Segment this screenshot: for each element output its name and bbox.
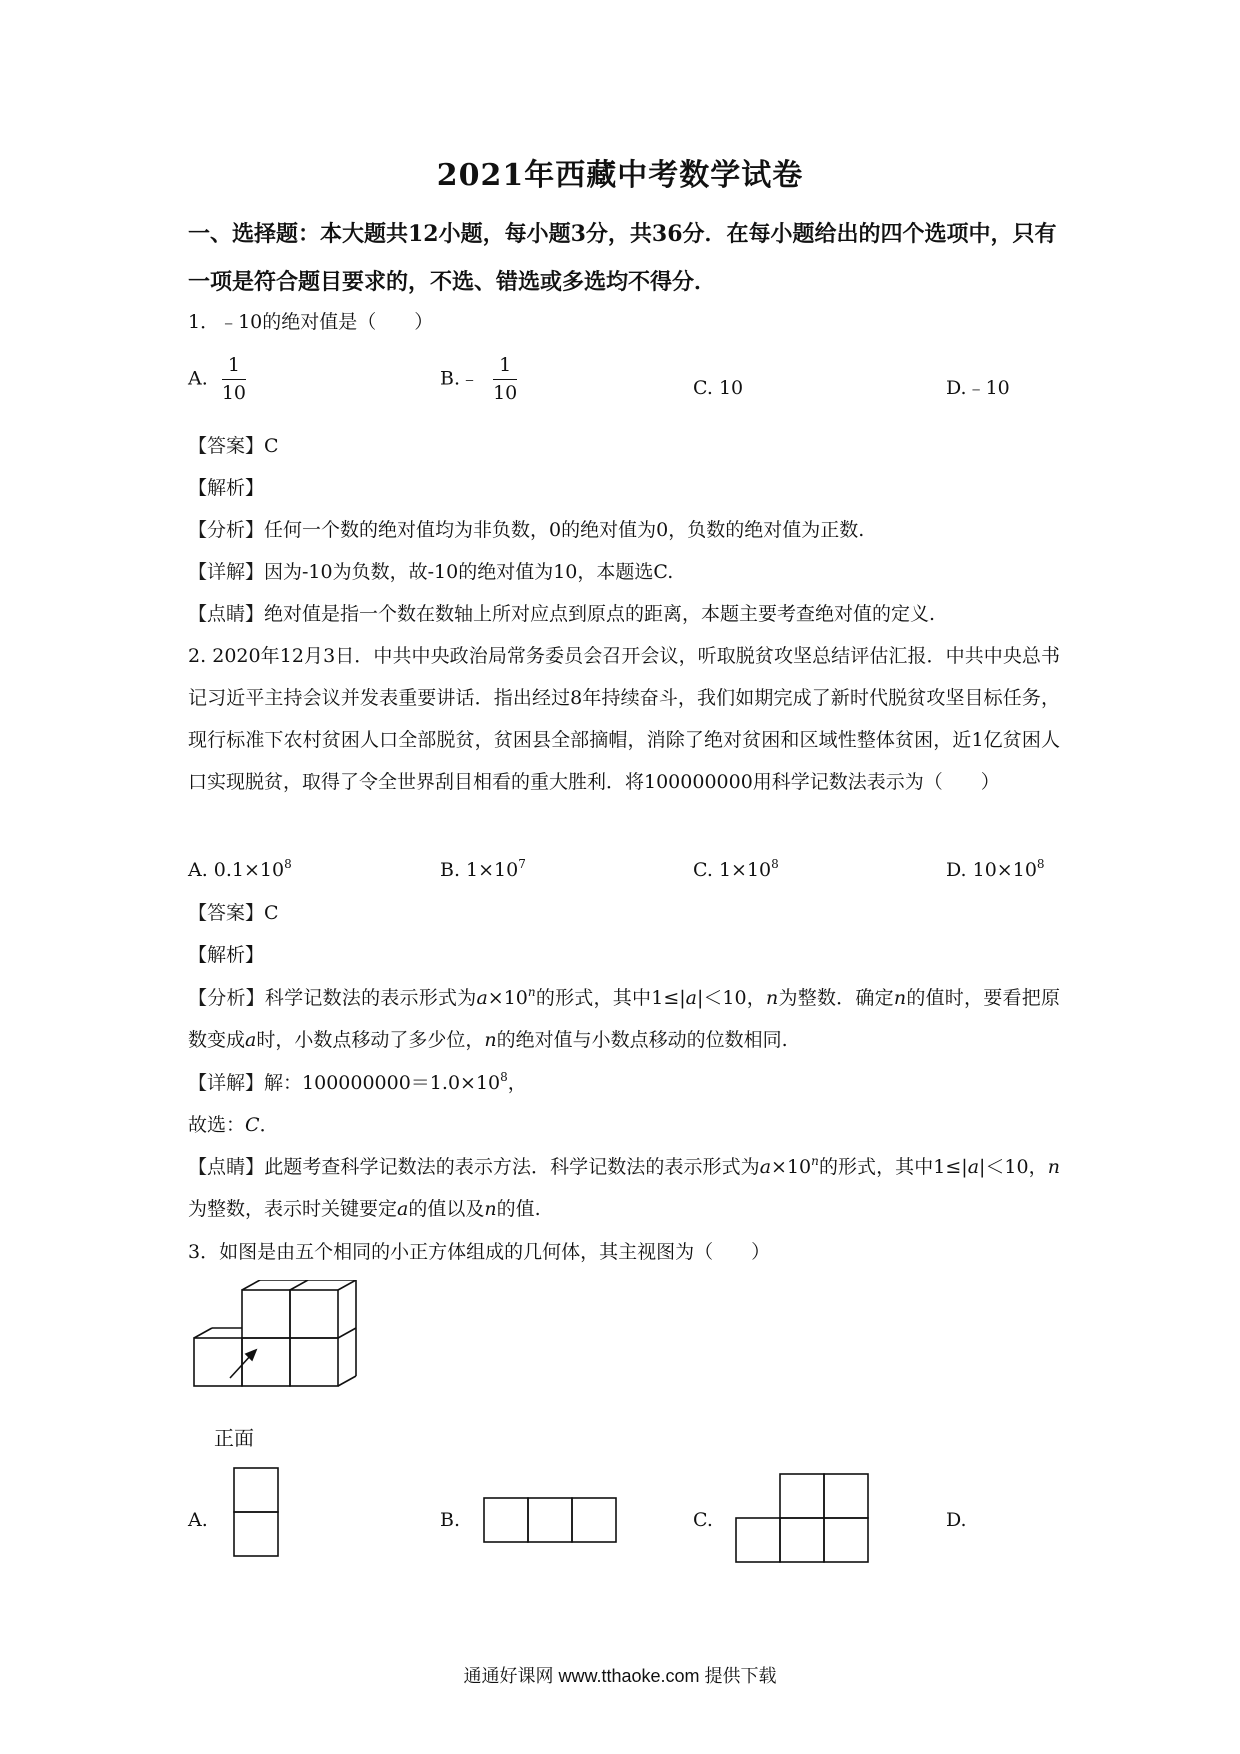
comment-label: 【点睛】 — [188, 1156, 265, 1178]
comment-text: 的值以及 — [408, 1198, 485, 1220]
q3-stem: 3．如图是由五个相同的小正方体组成的几何体，其主视图为（ ） — [188, 1241, 771, 1263]
q3-option-c-figure[interactable] — [734, 1472, 872, 1564]
q1-stem: 1．﹣10的绝对值是（ ） — [188, 311, 434, 333]
q2-option-c[interactable] — [693, 856, 779, 884]
detail-label: 【详解】 — [188, 1072, 265, 1094]
answer-value: C — [264, 902, 279, 924]
q3-option-b-figure[interactable] — [482, 1496, 620, 1544]
fenxi-text: 的形式，其中1≤| — [535, 987, 686, 1009]
page-title: 2021年西藏中考数学试卷 — [436, 158, 804, 193]
q2-analysis-label: 【解析】 — [188, 944, 265, 966]
q2-option-d-text: D. 10×10 — [946, 859, 1037, 881]
fenxi-text: 时，小数点移动了多少位， — [256, 1029, 485, 1051]
q1-fenxi — [188, 516, 1068, 544]
q1-comment — [188, 600, 1068, 628]
q2-option-b-text: B. 1×10 — [440, 859, 519, 881]
fenxi-text: 任何一个数的绝对值均为非负数，0的绝对值为0，负数的绝对值为正数. — [264, 519, 865, 541]
q1-option-b[interactable] — [440, 356, 517, 403]
var-a: a — [685, 987, 697, 1009]
q1-analysis-label: 【解析】 — [188, 477, 265, 499]
q2-stem: 2. 2020年12月3日．中共中央政治局常务委员会召开会议，听取脱贫攻坚总结评估汇报．中共中央总书记习近平主持会议并发表重要讲话．指出经过8年持续奋斗，我们如期完成了新时代脱贫攻坚目标任务，现行标准下农村贫困人口全部脱贫，贫困县全部摘帽，消除了绝对贫困和区域性整体贫困，近1亿贫困人口实现脱贫，取得了令全世界刮目相看的重大胜利．将100000000用科学记数法表示为（ ） — [188, 645, 1060, 793]
comment-text: |＜10， — [979, 1156, 1048, 1178]
choose-answer: C — [245, 1114, 260, 1136]
exponent-n: n — [811, 1154, 819, 1168]
fraction-denominator: 10 — [221, 382, 246, 404]
var-n: n — [484, 1198, 497, 1220]
q2-option-b[interactable] — [440, 856, 526, 884]
comment-text: ×10 — [771, 1156, 812, 1178]
q3-option-b[interactable]: B. — [440, 1509, 461, 1531]
fenxi-label: 【分析】 — [188, 987, 265, 1009]
front-face-label: 正面 — [214, 1426, 254, 1450]
comment-text: 的形式，其中1≤| — [818, 1156, 968, 1178]
fenxi-label: 【分析】 — [188, 519, 265, 541]
q2-choose — [188, 1111, 1068, 1139]
detail-text: ， — [507, 1072, 527, 1094]
q2-answer — [188, 899, 1068, 927]
fenxi-text: 科学记数法的表示形式为 — [264, 987, 477, 1009]
q1-option-d[interactable]: D.﹣10 — [946, 377, 1010, 399]
var-a: a — [245, 1029, 257, 1051]
cube-figure — [190, 1280, 370, 1390]
fraction-denominator: 10 — [493, 382, 518, 404]
var-n: n — [766, 987, 779, 1009]
q2-option-a[interactable] — [188, 856, 292, 884]
detail-text: 解：100000000＝1.0×10 — [264, 1072, 501, 1094]
q1-detail — [188, 558, 1068, 586]
exponent: 8 — [771, 857, 779, 871]
var-a: a — [397, 1198, 409, 1220]
comment-label: 【点睛】 — [188, 603, 265, 625]
q3-option-d[interactable]: D. — [946, 1509, 967, 1531]
q1-option-a-label: A. — [188, 367, 208, 390]
page-footer: 通通好课网 www.tthaoke.com 提供下载 — [463, 1666, 777, 1686]
comment-text: 此题考查科学记数法的表示方法．科学记数法的表示形式为 — [264, 1156, 760, 1178]
exponent: 8 — [500, 1070, 508, 1084]
choose-text: 故选： — [188, 1114, 246, 1136]
fraction-numerator: 1 — [222, 356, 246, 380]
q1-option-a[interactable] — [188, 356, 246, 403]
detail-text: 因为-10为负数，故-10的绝对值为10，本题选C. — [264, 561, 674, 583]
fenxi-text: 的绝对值与小数点移动的位数相同. — [496, 1029, 788, 1051]
exponent-n: n — [527, 985, 536, 999]
comment-text: 绝对值是指一个数在数轴上所对应点到原点的距离，本题主要考查绝对值的定义. — [264, 603, 936, 625]
section-heading: 一、选择题：本大题共12小题，每小题3分，共36分．在每小题给出的四个选项中，只有一项是符合题目要求的，不选、错选或多选均不得分． — [188, 221, 1057, 295]
q1-option-a-fraction — [222, 356, 246, 403]
choose-text: ． — [259, 1114, 279, 1136]
var-n: n — [893, 987, 907, 1009]
fenxi-text: |＜10， — [696, 987, 767, 1009]
answer-value: C — [264, 435, 279, 457]
fraction-numerator: 1 — [493, 356, 517, 380]
fenxi-text: ×10 — [487, 987, 528, 1009]
q3-option-a-figure[interactable] — [232, 1466, 280, 1558]
fenxi-text: 的值时，要看把原数变成 — [188, 987, 1060, 1051]
q3-option-a[interactable]: A. — [188, 1509, 208, 1531]
comment-text: 的值. — [496, 1198, 541, 1220]
q1-option-c[interactable]: C. 10 — [693, 377, 744, 399]
q2-comment — [188, 1146, 1060, 1230]
fenxi-text: 为整数．确定 — [778, 987, 894, 1009]
q1-answer — [188, 432, 1068, 460]
q2-option-d[interactable] — [946, 856, 1045, 884]
var-n: n — [1047, 1156, 1060, 1178]
exponent: 8 — [284, 857, 292, 871]
q2-detail — [188, 1069, 1068, 1097]
exponent: 7 — [518, 857, 526, 871]
q2-fenxi — [188, 977, 1060, 1061]
answer-label: 【答案】 — [188, 435, 265, 457]
var-a: a — [759, 1156, 772, 1178]
q1-option-b-fraction — [493, 356, 517, 403]
q2-option-a-text: A. 0.1×10 — [188, 859, 285, 881]
q3-option-c[interactable]: C. — [693, 1509, 713, 1531]
var-a: a — [476, 987, 488, 1009]
detail-label: 【详解】 — [188, 561, 265, 583]
var-a: a — [967, 1156, 980, 1178]
comment-text: 为整数，表示时关键要定 — [188, 1198, 398, 1220]
q1-option-b-label: B.﹣ — [440, 367, 480, 390]
exponent: 8 — [1036, 857, 1045, 871]
answer-label: 【答案】 — [188, 902, 265, 924]
q2-option-c-text: C. 1×10 — [693, 859, 772, 881]
var-n: n — [484, 1029, 497, 1051]
